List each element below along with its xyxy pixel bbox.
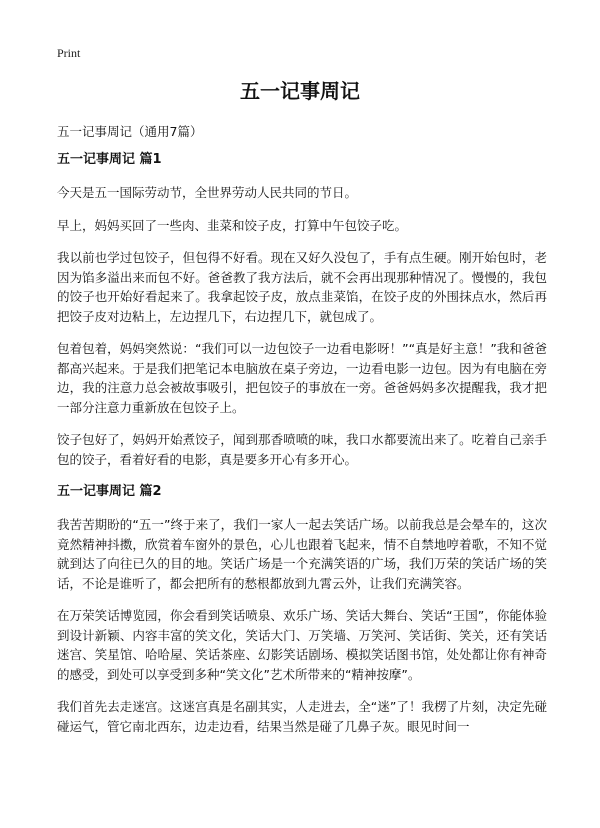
paragraph: 今天是五一国际劳动节，全世界劳动人民共同的节日。 <box>57 185 358 200</box>
paragraph: 包着包着，妈妈突然说：“我们可以一边包饺子一边看电影呀！”“真是好主意！”我和爸爸都高兴起来。于是我们把笔记本电脑放在桌子旁边，一边看电影一边包。因为有电脑在旁边，我的注意力总会被故事吸引，把包饺子的事放在一旁。爸爸妈妈多次提醒我，我才把一部分注意力重新放在包饺子上。 <box>57 341 547 415</box>
section-heading: 五一记事周记 篇1 <box>57 152 162 167</box>
page-title: 五一记事周记 <box>240 79 360 103</box>
section-1 <box>57 150 547 469</box>
paragraph: 早上，妈妈买回了一些肉、韭菜和饺子皮，打算中午包饺子吃。 <box>57 217 408 233</box>
paragraph: 我苦苦期盼的“五一”终于来了，我们一家人一起去笑话广场。以前我总是会晕车的，这次竟然精神抖擞，欣赏着车窗外的景色，心儿也跟着飞起来，情不自禁地哼着歌，不知不觉就到达了向往已久的目的地。笑话广场是一个充满笑语的广场，我们万荣的笑话广场的笑话，不论是谁听了，都会把所有的愁根都放到九霄云外，让我们充满笑容。 <box>57 517 547 591</box>
paragraph: 我以前也学过包饺子，但包得不好看。现在又好久没包了，手有点生硬。刚开始包时，老因为馅多溢出来而包不好。爸爸教了我方法后，就不会再出现那种情况了。慢慢的，我包的饺子也开始好看起来了。我拿起饺子皮，放点韭菜馅，在饺子皮的外围抹点水，然后再把饺子皮对边粘上，左边捏几下，右边捏几下，就包成了。 <box>57 250 547 324</box>
section-heading: 五一记事周记 篇2 <box>57 484 162 499</box>
document-subtitle: 五一记事周记（通用7篇） <box>57 124 203 139</box>
print-link[interactable]: Print <box>57 46 81 60</box>
paragraph: 我们首先去走迷宫。这迷宫真是名副其实，人走进去，全“迷”了！我楞了片刻，决定先碰碰运气，管它南北西东，边走边看，结果当然是碰了几鼻子灰。眼见时间一 <box>57 699 547 734</box>
section-2 <box>57 482 547 736</box>
document-body <box>57 150 547 749</box>
paragraph: 在万荣笑话博览园，你会看到笑话喷泉、欢乐广场、笑话大舞台、笑话“王国”，你能体验到设计新颖、内容丰富的笑文化，笑话大门、万笑墙、万笑河、笑话街、笑关，还有笑话迷宫、笑星馆、哈哈屋、笑话茶座、幻影笑话剧场、模拟笑话图书馆，处处都让你有神奇的感受，到处可以享受到多种“笑文化”艺术所带来的“精神按摩”。 <box>57 608 547 682</box>
paragraph: 饺子包好了，妈妈开始煮饺子，闻到那香喷喷的味，我口水都要流出来了。吃着自己亲手包的饺子，看着好看的电影，真是要多开心有多开心。 <box>57 432 547 467</box>
